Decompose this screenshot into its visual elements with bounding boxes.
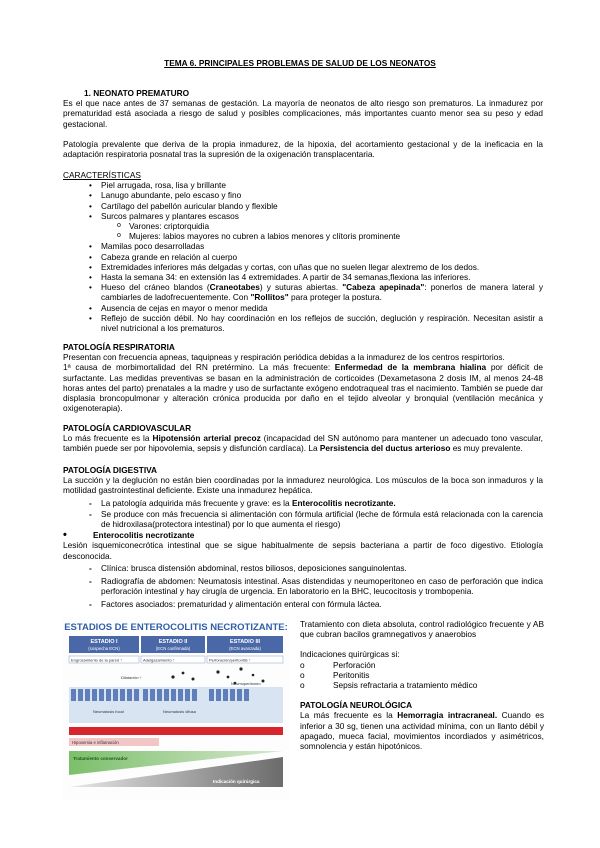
- paragraph: Indicaciones quirúrgicas si:: [300, 649, 400, 660]
- paragraph: Lesión isquemiconecrótica intestinal que se sigue habitualmente de sepsis bacteriana a partir de foco digestivo. Etiología desconocida.: [63, 540, 543, 561]
- list-item: • Mamilas poco desarrolladas: [63, 241, 543, 251]
- svg-text:Tratamiento conservador: Tratamiento conservador: [73, 756, 128, 761]
- sub-list: [63, 221, 543, 241]
- paragraph: Patología prevalente que deriva de la propia inmadurez, de la hipoxia, del acortamiento gestacional y de la ineficacia en la adaptación respiratoria posnatal tras la supresión de la oxigenación transplacentaria.: [63, 138, 543, 160]
- dash-list: [63, 498, 543, 530]
- section-heading: CARACTERÍSTICAS: [63, 170, 141, 180]
- section-cardiovascular: [63, 423, 543, 454]
- bullet-list: [63, 180, 543, 221]
- figure-title: ESTADIOS DE ENTEROCOLITIS NECROTIZANTE:: [64, 622, 288, 633]
- list-item: • Cabeza grande en relación al cuerpo: [63, 252, 543, 262]
- section-heading: PATOLOGÍA DIGESTIVA: [63, 465, 158, 475]
- list-item: o Mujeres: labios mayores no cubren a labios menores y clítoris prominente: [63, 231, 543, 241]
- list-item: - Factores asociados: prematuridad y alimentación enteral con fórmula láctea.: [63, 599, 543, 609]
- paragraph: Lo más frecuente es la Hipotensión arterial precoz (incapacidad del SN autónomo para mantener un adecuado tono vascular, también puede ser por hipovolemia, sepsis y disfunción cardíaca). La Persistencia del ductus arterioso es muy prevalente.: [63, 433, 543, 454]
- subsection-heading: • Enterocolitis necrotizante: [63, 530, 543, 540]
- list-item: • Surcos palmares y plantares escasos: [63, 211, 543, 221]
- section-heading: PATOLOGÍA RESPIRATORIA: [63, 342, 175, 352]
- svg-text:ESTADIO I: ESTADIO I: [90, 639, 118, 645]
- svg-text:ESTADIO II: ESTADIO II: [158, 639, 188, 645]
- list-item: o Perforación: [300, 660, 544, 670]
- section-heading: PATOLOGÍA CARDIOVASCULAR: [63, 423, 192, 433]
- section-respiratoria: [63, 342, 543, 413]
- svg-text:Perforación/peritonitis ↑: Perforación/peritonitis ↑: [209, 657, 251, 663]
- svg-text:Dilatación ↑: Dilatación ↑: [121, 675, 142, 680]
- list-item: o Varones: criptorquidia: [63, 221, 543, 231]
- svg-text:Neumatosis focal: Neumatosis focal: [93, 709, 124, 714]
- list-item: • Extremidades inferiores más delgadas y cortas, con uñas que no suelen llegar alextremo de los dedos.: [63, 262, 543, 272]
- ecn-treatment-column: [300, 619, 544, 751]
- svg-text:Indicación quirúrgica: Indicación quirúrgica: [213, 779, 260, 784]
- section-heading: PATOLOGÍA NEUROLÓGICA: [300, 700, 413, 711]
- svg-text:(sospecha ECN): (sospecha ECN): [88, 646, 120, 651]
- list-item: - La patología adquirida más frecuente y grave: es la Enterocolitis necrotizante.: [63, 498, 543, 508]
- paragraph: La más frecuente es la Hemorragia intracraneal. Cuando es inferior a 30 sg, tienen una actividad mínima, con un llanto débil y apagado, mueca facial, movimientos incordiados y asimétricos, somnolencia y están hipotónicos.: [300, 710, 545, 752]
- list-item: • Reflejo de succión débil. No hay coordinación en los reflejos de succión, deglución y respiración. Necesitan asistir a nivel nutricional a los prematuros.: [63, 313, 543, 333]
- list-item: • Lanugo abundante, pelo escaso y fino: [63, 190, 543, 200]
- svg-text:(ECN avanzada): (ECN avanzada): [229, 646, 261, 651]
- svg-text:(ECN confirmada): (ECN confirmada): [155, 646, 191, 651]
- enterocolitis-stages-figure: [63, 617, 289, 800]
- svg-text:Engrosamiento de la pared ↑: Engrosamiento de la pared ↑: [71, 657, 123, 663]
- svg-text:Neumatosis difusa: Neumatosis difusa: [163, 709, 196, 714]
- list-item: • Ausencia de cejas en mayor o menor medida: [63, 303, 543, 313]
- paragraph: Tratamiento con dieta absoluta, control radiológico frecuente y AB que cubran bacilos gramnegativos y anaerobios: [300, 619, 544, 640]
- section-digestiva: [63, 465, 543, 611]
- svg-text:Neumoperitoneo: Neumoperitoneo: [231, 681, 261, 686]
- svg-text:Adelgazamiento ↑: Adelgazamiento ↑: [143, 657, 175, 663]
- document-title: TEMA 6. PRINCIPALES PROBLEMAS DE SALUD DE LOS NEONATOS: [164, 58, 436, 68]
- paragraph: La succión y la deglución no están bien coordinadas por la inmadurez neurológica. Los músculos de la boca son inmaduros y la motilidad gastrointestinal deficiente. Existe una inmadurez hepática.: [63, 475, 543, 496]
- list-item: - Clínica: brusca distensión abdominal, restos biliosos, deposiciones sanguinolentas.: [63, 563, 543, 573]
- bullet-list: [63, 241, 543, 333]
- list-item: • Piel arrugada, rosa, lisa y brillante: [63, 180, 543, 190]
- paragraph: 1ª causa de morbimortalidad del RN pretérmino. La más frecuente: Enfermedad de la membrana hialina por déficit de surfactante. Las medidas preventivas se basan en la administración de corticoides (Dexametasona 2 dosis IM, al menos 24-48 horas antes del parto) prenatales a la madre y uso de surfactante exógeno endotraqueal tras el nacimiento. También se puede dar displasia broncopulmonar y alteración crónica producida por daño en el tejido alveolar y bronquial (ventilación mecánica y oxigenoterapia).: [63, 362, 543, 414]
- list-item: • Cartílago del pabellón auricular blando y flexible: [63, 201, 543, 211]
- section-neonato-prematuro: [63, 88, 543, 159]
- surgical-indications-list: [300, 660, 544, 691]
- list-item: • Hasta la semana 34: en extensión las 4 extremidades. A partir de 34 semanas,flexiona las inferiores.: [63, 272, 543, 282]
- section-heading: 1. NEONATO PREMATURO: [84, 88, 190, 98]
- svg-text:Hipoxemia e inflamación: Hipoxemia e inflamación: [72, 740, 119, 745]
- svg-text:ESTADIO III: ESTADIO III: [229, 639, 261, 645]
- list-item: o Peritonitis: [300, 670, 544, 680]
- list-item: o Sepsis refractaria a tratamiento médico: [300, 680, 544, 690]
- paragraph: Presentan con frecuencia apneas, taquipneas y respiración periódica debidas a la inmadurez de los centros respirtorios.: [63, 352, 505, 363]
- section-caracteristicas: [63, 170, 543, 333]
- dash-list: [63, 563, 543, 610]
- paragraph: Es el que nace antes de 37 semanas de gestación. La mayoría de neonatos de alto riesgo son prematuros. La inmadurez por prematuridad está asociada a riesgo de salud y posibles complicaciones, más importantes cuanto menor sea su peso y edad gestacional.: [63, 98, 543, 129]
- list-item: - Radiografía de abdomen: Neumatosis intestinal. Asas distendidas y neumoperitoneo en caso de perforación que indica perforación intestinal y hay cirugía de urgencia. En laboratorio en la BHC, leucocitosis y trombopenia.: [63, 576, 543, 596]
- list-item: - Se produce con más frecuencia si alimentación con fórmula artificial (leche de fórmula está relacionada con la carencia de hidroxilasa(protectora intestinal) por lo que aumenta el riesgo): [63, 509, 543, 529]
- list-item: • Hueso del cráneo blandos (Craneotabes) y suturas abiertas. "Cabeza apepinada": ponerlos de manera lateral y cambiarles de ladofrecuentemente. Con "Rollitos" para proteger la postura.: [63, 282, 543, 302]
